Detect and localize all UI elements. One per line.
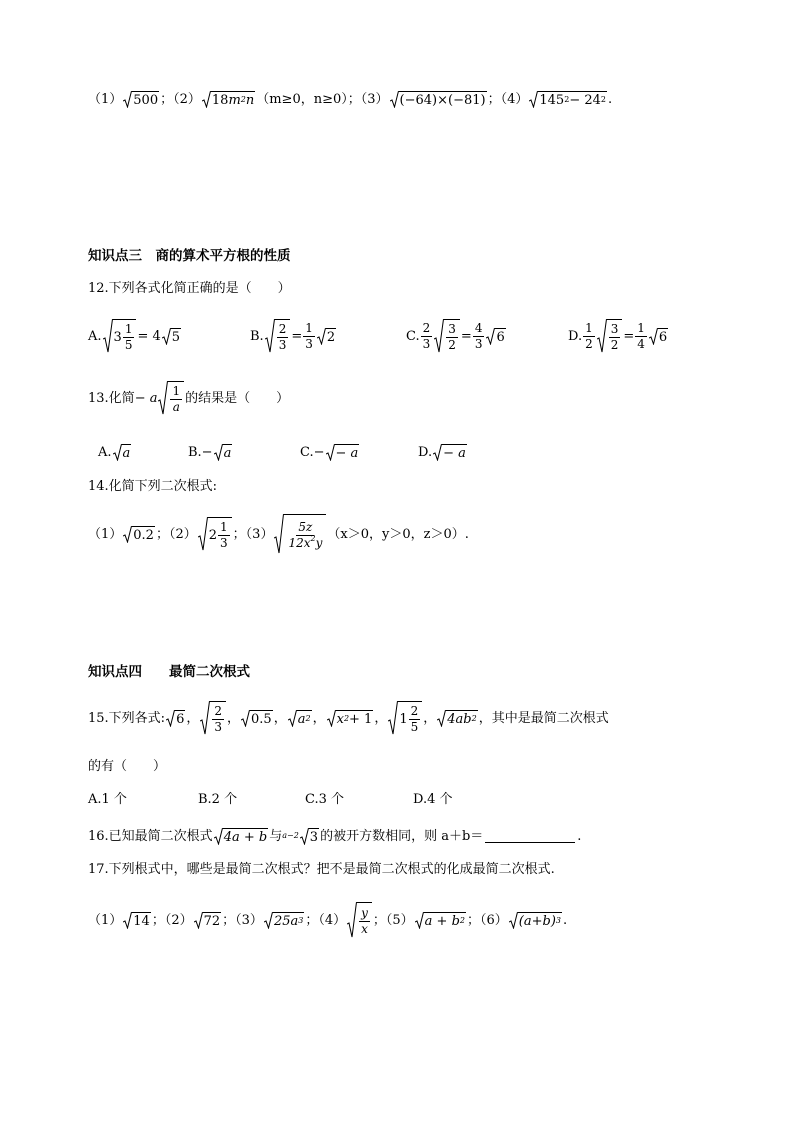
radical: 6 bbox=[166, 710, 185, 727]
answer-blank[interactable] bbox=[485, 830, 575, 843]
section-title: 知识点三 商的算术平方根的性质 bbox=[88, 248, 291, 264]
radical: x 2 + 1 bbox=[327, 710, 374, 727]
radical: 0.2 bbox=[123, 526, 155, 543]
radical: 2 3 bbox=[200, 701, 226, 735]
radical: 3 1 5 bbox=[103, 319, 137, 353]
radical: 1 2 5 bbox=[388, 701, 422, 735]
radical: 2 1 3 bbox=[198, 517, 232, 551]
radical: 0.5 bbox=[241, 710, 273, 727]
question-15-cont: 的有（ ） bbox=[88, 759, 167, 774]
option-b: B. 2 3 = $\frac{1}{3}$ 2 bbox=[250, 320, 336, 352]
option-d: D. 1 2 3 2 = $\frac{1}{4}$ 6 bbox=[568, 320, 668, 352]
option-d: D.4 个 bbox=[413, 791, 453, 807]
option-d: D. − a bbox=[418, 444, 466, 461]
question-14-stem: 14.化简下列二次根式: bbox=[88, 479, 218, 494]
radical: 72 bbox=[194, 912, 222, 929]
question-12-stem: 12.下列各式化简正确的是（ ） bbox=[88, 281, 291, 296]
item-label: （1） bbox=[88, 91, 123, 107]
option-c: C. 2 3 3 2 = $\frac{4}{3}$ 6 bbox=[406, 320, 505, 352]
question-15-stem: 15.下列各式: 6 ， 2 3 ， 0.5 ， a 2 ， x 2 + 1 ， 1 2 5 ， 4ab 2 ，其中是最简二次根式 bbox=[88, 700, 609, 736]
radical: a + b 2 bbox=[415, 912, 466, 929]
option-a: A.1 个 bbox=[88, 791, 127, 807]
radical: 6 bbox=[649, 328, 668, 345]
radical: (−64)×(−81) bbox=[390, 91, 487, 108]
radical: 3 bbox=[300, 828, 319, 845]
question-14-items: （1） 0.2 ；（2） 2 1 3 ；（3） 5z $12x^2y$ （x＞0，y＞0，z＞0）. bbox=[88, 512, 469, 556]
radical: 2 3 bbox=[265, 319, 291, 353]
radical: (a+b) 3 bbox=[509, 912, 562, 929]
option-b: B.− a bbox=[188, 444, 232, 461]
option-a: A. 3 1 5 = 4 5 bbox=[88, 319, 182, 353]
radical: 4ab 2 bbox=[437, 710, 477, 727]
question-17-items: （1） 14 ；（2） 72 ；（3） 25a 3 ；（4） y x ；（5） a + b 2 ；（6） (a+b) 3 . bbox=[88, 900, 567, 940]
radical: 5z $12x^2y$ bbox=[274, 514, 326, 554]
radical: 25a 3 bbox=[264, 912, 304, 929]
radical: 5 bbox=[162, 328, 181, 345]
radical: − a bbox=[326, 444, 360, 461]
section-title: 知识点四 最简二次根式 bbox=[88, 664, 250, 680]
radical: 6 bbox=[486, 328, 505, 345]
radical: 4a + b bbox=[214, 828, 269, 845]
option-c: C.− − a bbox=[300, 444, 359, 461]
radical: 18 m 2 n bbox=[202, 91, 255, 108]
radical: 2 bbox=[317, 328, 336, 345]
question-17-stem: 17.下列根式中，哪些是最简二次根式？把不是最简二次根式的化成最简二次根式. bbox=[88, 862, 555, 877]
radical: 14 bbox=[123, 912, 151, 929]
radical: 3 2 bbox=[597, 319, 623, 353]
radical: 3 2 bbox=[434, 319, 460, 353]
option-a: A. a bbox=[98, 444, 131, 461]
radical: y x bbox=[347, 902, 372, 938]
radical: a 2 bbox=[288, 710, 312, 727]
radical: 1 a bbox=[158, 381, 184, 415]
top-line: （1） 500 ；（2） 18 m 2 n （m≥0，n≥0）；（3） (−64)×(−81) ；（4） 145 2 − 24 2 . bbox=[88, 91, 613, 108]
radical: − a bbox=[433, 444, 467, 461]
question-13-stem: 13.化简 − a 1 a 的结果是（ ） bbox=[88, 380, 289, 416]
radical: a bbox=[214, 444, 233, 461]
option-c: C.3 个 bbox=[305, 791, 345, 807]
question-16: 16.已知最简二次根式 4a + b 与 a−2 3 的被开方数相同，则 a＋b＝ . bbox=[88, 828, 582, 845]
radical: 500 bbox=[123, 91, 159, 108]
radical: a bbox=[113, 444, 132, 461]
option-b: B.2 个 bbox=[198, 791, 238, 807]
radical: 145 2 − 24 2 bbox=[529, 91, 607, 108]
